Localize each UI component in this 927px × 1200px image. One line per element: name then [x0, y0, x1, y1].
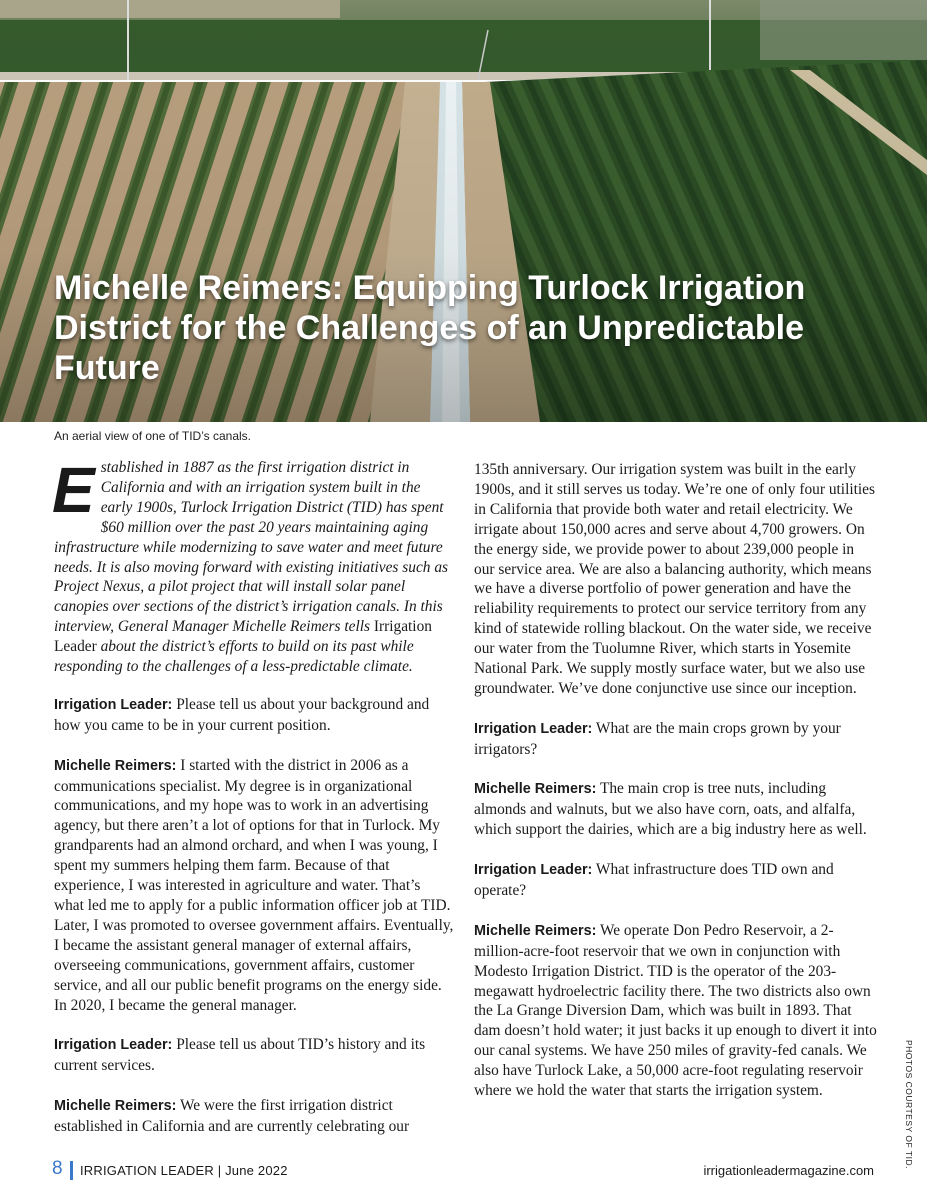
page-number: 8 [52, 1158, 63, 1179]
paragraph-text: We were the first irrigation district established in California and are currently celebrating our [54, 1097, 410, 1135]
paragraph-text: What infrastructure does TID own and operate? [474, 861, 834, 899]
speaker-label: Irrigation Leader: [54, 1037, 173, 1054]
speaker-label: Irrigation Leader: [54, 696, 173, 713]
paragraph-text: The main crop is tree nuts, including almonds and walnuts, but we also have corn, oats, and alfalfa, which support the dairies, which are a big industry here as well. [474, 780, 867, 839]
speaker-label: Irrigation Leader: [474, 862, 593, 879]
speaker-label: Michelle Reimers: [474, 922, 597, 939]
hero-photo [0, 0, 927, 422]
speaker-label: Irrigation Leader: [474, 720, 593, 737]
website-link[interactable]: irrigationleadermagazine.com [703, 1163, 874, 1178]
photo-caption: An aerial view of one of TID’s canals. [54, 429, 251, 443]
photo-credit-text: PHOTOS COURTESY OF TID. [904, 1040, 914, 1169]
photo-credit [902, 1040, 912, 1180]
qa-paragraph [474, 719, 877, 760]
qa-paragraph [474, 860, 877, 901]
qa-paragraph [54, 756, 454, 1016]
left-column [52, 454, 454, 1157]
article-title: Michelle Reimers: Equipping Turlock Irrigation District for the Challenges of an Unpredictable Future [54, 269, 806, 387]
speaker-label: Michelle Reimers: [54, 757, 177, 774]
article-intro [52, 454, 454, 677]
paragraph-text: I started with the district in 2006 as a communications specialist. My degree is in organizational communications, and my hope was to work in an advertising agency, but there aren’t a lot of options for that in Turlock. My grandparents had an almond orchard, and when I was young, I spent my summers helping them farm. Because of that experience, I was interested in agriculture and water. That’s what led me to apply for a public information officer job at TID. Later, I was promoted to oversee government affairs. Eventually, I became the assistant general manager of external affairs, overseeing communications, government affairs, customer service, and all our public benefit programs on the energy side. In 2020, I became the general manager. [54, 756, 454, 1014]
qa-paragraph [474, 921, 877, 1101]
qa-paragraph [474, 779, 877, 840]
paragraph-text: Please tell us about TID’s history and its current services. [54, 1036, 426, 1075]
speaker-label: Michelle Reimers: [54, 1098, 177, 1115]
qa-paragraph [54, 695, 454, 736]
footer-divider [70, 1161, 73, 1180]
intro-text-b: about the district’s efforts to build on its past while responding to the challenges of a less-predictable climate. [54, 638, 414, 676]
paragraph-text: We operate Don Pedro Reservoir, a 2-million-acre-foot reservoir that we own in conjunction with Modesto Irrigation District. TID is the operator of the 203-megawatt hydroelectric facility there. The two districts also own the La Grange Diversion Dam, which was built in 1893. That dam doesn’t hold water; it just backs it up enough to divert it into our canal systems. We have 250 miles of gravity-fed canals. We also have Turlock Lake, a 50,000 acre-foot regulating reservoir where we hold the water that starts the irrigation system. [474, 921, 877, 1100]
page-footer [52, 1158, 874, 1182]
paragraph-text: 135th anniversary. Our irrigation system was built in the early 1900s, and it still serves us today. We’re one of only four utilities in California that provide both water and retail electricity. We irrigate about 150,000 acres and serve about 4,700 growers. On the energy side, we provide power to about 239,000 people in our service area. We are also a balancing authority, which means we have a diverse portfolio of power generation and have the reliability requirements to protect our service territory from any kind of statewide rolling blackout. On the water side, we receive our water from the Tuolumne River, which starts in Yosemite National Park. We supply mostly surface water, but we also use groundwater. We’ve done conjunctive use since our inception. [474, 461, 875, 697]
qa-paragraph [474, 460, 877, 699]
drop-cap: E [52, 454, 95, 526]
publication-info: IRRIGATION LEADER | June 2022 [80, 1163, 288, 1178]
speaker-label: Michelle Reimers: [474, 781, 597, 798]
intro-text-a: stablished in 1887 as the first irrigation district in California and with an irrigation system built in the early 1900s, Turlock Irrigation District (TID) has spent $60 million over the past 20 years maintaining aging infrastructure while modernizing to save water and meet future needs. It is also moving forward with existing initiatives such as Project Nexus, a pilot project that will install solar panel canopies over sections of the district’s irrigation canals. In this interview, General Manager Michelle Reimers tells [54, 459, 449, 636]
paragraph-text: Please tell us about your background and how you came to be in your current position. [54, 695, 430, 734]
qa-paragraph [54, 1096, 454, 1137]
paragraph-text: What are the main crops grown by your irrigators? [474, 719, 841, 758]
qa-paragraph [54, 1035, 454, 1076]
right-column [474, 460, 877, 1121]
intro-publication-name: Irrigation Leader [54, 618, 432, 656]
